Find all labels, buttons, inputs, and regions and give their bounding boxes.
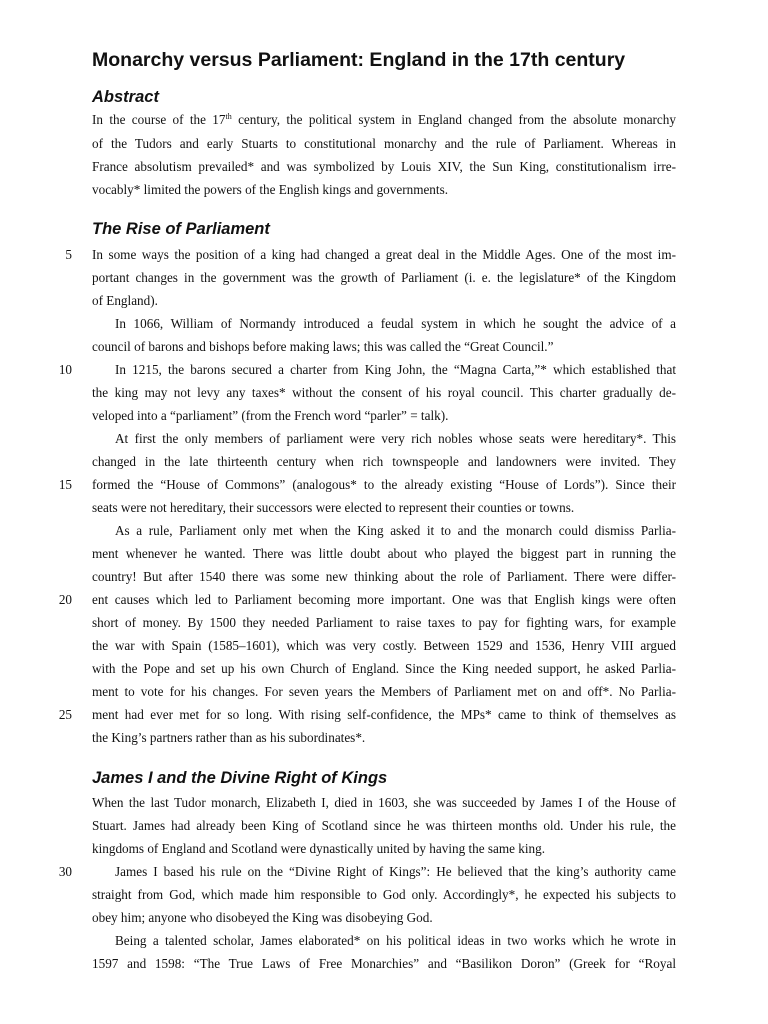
line-number: 10: [58, 362, 72, 377]
text-line: council of barons and bishops before making laws; this was called the “Great Council.”: [92, 339, 554, 354]
text-line: ment to vote for his changes. For seven years the Members of Parliament met on and off*. No Parlia-: [92, 684, 676, 699]
line-number: 30: [58, 864, 72, 879]
text-line: kingdoms of England and Scotland were dynastically united by having the same king.: [92, 841, 546, 856]
text-line: the king may not levy any taxes* without the consent of his royal council. This charter gradually de-: [92, 385, 676, 400]
section-heading-james-i: James I and the Divine Right of Kings: [92, 769, 388, 787]
text-line: straight from God, which made him responsible to God only. Accordingly*, he expected his subjects to: [92, 887, 676, 902]
text-line: portant changes in the government was the growth of Parliament (i. e. the legislature* of the Kingdom: [92, 270, 676, 285]
text-line: changed in the late thirteenth century when rich townspeople and landowners were invited. They: [92, 454, 676, 469]
text-line: In the course of the 17th century, the political system in England changed from the absolute monarchy: [92, 112, 676, 127]
line-number: 5: [65, 247, 72, 262]
text-line: short of money. By 1500 they needed Parliament to raise taxes to pay for fighting wars, for example: [92, 615, 676, 630]
text-line: In 1066, William of Normandy introduced a feudal system in which he sought the advice of a: [115, 316, 676, 331]
text-line: ment whenever he wanted. There was little doubt about who played the biggest part in running the: [92, 546, 676, 561]
text-line: James I based his rule on the “Divine Right of Kings”: He believed that the king’s authority came: [115, 864, 676, 879]
text-line: France absolutism prevailed* and was symbolized by Louis XIV, the Sun King, constitutionalism irre-: [92, 159, 676, 174]
text-line: the King’s partners rather than as his subordinates*.: [92, 730, 366, 745]
line-number: 15: [58, 477, 72, 492]
text-line: As a rule, Parliament only met when the King asked it to and the monarch could dismiss Parlia-: [115, 523, 676, 538]
text-line: When the last Tudor monarch, Elizabeth I, died in 1603, she was succeeded by James I of the House of: [92, 795, 676, 810]
text-line: Stuart. James had already been King of Scotland since he was thirteen months old. Under his rule, the: [92, 818, 676, 833]
text-line: seats were not hereditary, their successors were elected to represent their counties or towns.: [92, 500, 575, 515]
line-number: 25: [58, 707, 72, 722]
section-heading-abstract: Abstract: [92, 88, 159, 106]
line-number: 20: [58, 592, 72, 607]
text-line: ent causes which led to Parliament becoming more important. One was that English kings were often: [92, 592, 676, 607]
text-line: Being a talented scholar, James elaborated* on his political ideas in two works which he wrote in: [115, 933, 676, 948]
text-line: the war with Spain (1585–1601), which was very costly. Between 1529 and 1536, Henry VIII argued: [92, 638, 676, 653]
text-line: country! But after 1540 there was some new thinking about the role of Parliament. There were differ-: [92, 569, 676, 584]
section-heading-rise-of-parliament: The Rise of Parliament: [92, 220, 270, 238]
text-line: In 1215, the barons secured a charter from King John, the “Magna Carta,”* which established that: [115, 362, 676, 377]
document-title: Monarchy versus Parliament: England in the 17th century: [92, 49, 626, 71]
text-line: formed the “House of Commons” (analogous* to the already existing “House of Lords”). Since their: [92, 477, 676, 492]
text-line: ment had ever met for so long. With rising self-confidence, the MPs* came to think of themselves as: [92, 707, 676, 722]
text-line: At first the only members of parliament were very rich nobles whose seats were hereditary*. This: [115, 431, 676, 446]
text-line: obey him; anyone who disobeyed the King was disobeying God.: [92, 910, 433, 925]
text-line: In some ways the position of a king had changed a great deal in the Middle Ages. One of the most im-: [92, 247, 676, 262]
text-line: of the Tudors and early Stuarts to constitutional monarchy and the rule of Parliament. Whereas in: [92, 136, 676, 151]
text-line: 1597 and 1598: “The True Laws of Free Monarchies” and “Basilikon Doron” (Greek for “Royal: [92, 956, 676, 971]
text-line: vocably* limited the powers of the English kings and governments.: [92, 182, 448, 197]
text-line: of England).: [92, 293, 158, 308]
text-line: veloped into a “parliament” (from the French word “parler” = talk).: [92, 408, 449, 423]
text-line: with the Pope and set up his own Church of England. Since the King needed support, he asked Parlia-: [92, 661, 676, 676]
